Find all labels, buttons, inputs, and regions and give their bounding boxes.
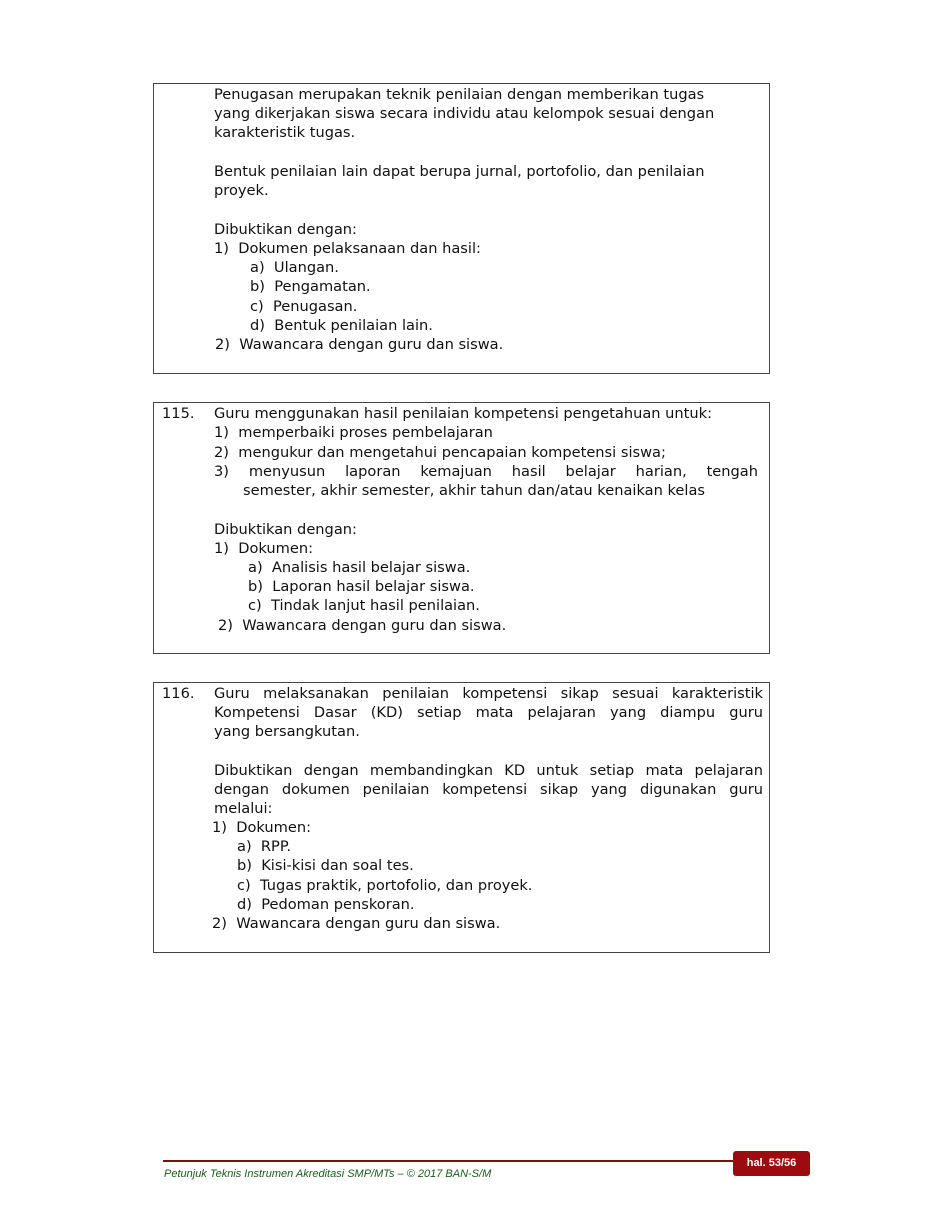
evidence-paragraph: melalui: [214,800,273,817]
list-item: 3) menyusun laporan kemajuan hasil belajar harian, tengah [214,463,758,480]
paragraph-line: karakteristik tugas. [214,124,356,141]
list-item: 1) Dokumen: [212,819,312,836]
paragraph-line: yang dikerjakan siswa secara individu atau kelompok sesuai dengan [214,105,715,122]
footer-caption: Petunjuk Teknis Instrumen Akreditasi SMP/MTs – © 2017 BAN-S/M [164,1168,492,1180]
evidence-paragraph: Dibuktikan dengan membandingkan KD untuk setiap mata pelajaran [214,762,763,779]
item-statement: yang bersangkutan. [214,723,360,740]
list-item: 1) memperbaiki proses pembelajaran [214,424,493,441]
paragraph-line: Bentuk penilaian lain dapat berupa jurnal, portofolio, dan penilaian [214,163,705,180]
list-item: 2) Wawancara dengan guru dan siswa. [215,336,504,353]
sub-list-item: a) Analisis hasil belajar siswa. [248,559,471,576]
item-number: 116. [162,685,195,702]
item-statement: Guru menggunakan hasil penilaian kompetensi pengetahuan untuk: [214,405,712,422]
item-statement: Kompetensi Dasar (KD) setiap mata pelajaran yang diampu guru [214,704,763,721]
list-item: 2) Wawancara dengan guru dan siswa. [212,915,501,932]
criteria-box-continued [153,83,770,374]
criteria-box-116 [153,682,770,953]
list-item: 2) mengukur dan mengetahui pencapaian kompetensi siswa; [214,444,666,461]
page-number-badge: hal. 53/56 [733,1151,810,1176]
paragraph-line: proyek. [214,182,269,199]
item-number: 115. [162,405,195,422]
criteria-box-115 [153,402,770,654]
sub-list-item: a) RPP. [237,838,292,855]
paragraph-line: Penugasan merupakan teknik penilaian dengan memberikan tugas [214,86,705,103]
evidence-heading: Dibuktikan dengan: [214,521,357,538]
list-item-continuation: semester, akhir semester, akhir tahun dan/atau kenaikan kelas [243,482,706,499]
evidence-heading: Dibuktikan dengan: [214,221,357,238]
sub-list-item: c) Tindak lanjut hasil penilaian. [248,597,480,614]
sub-list-item: d) Bentuk penilaian lain. [250,317,433,334]
item-statement: Guru melaksanakan penilaian kompetensi sikap sesuai karakteristik [214,685,763,702]
evidence-paragraph: dengan dokumen penilaian kompetensi sikap yang digunakan guru [214,781,763,798]
sub-list-item: b) Kisi-kisi dan soal tes. [237,857,414,874]
list-item: 2) Wawancara dengan guru dan siswa. [218,617,507,634]
sub-list-item: d) Pedoman penskoran. [237,896,415,913]
list-item: 1) Dokumen: [214,540,314,557]
sub-list-item: c) Penugasan. [250,298,358,315]
footer-divider [163,1160,733,1162]
sub-list-item: a) Ulangan. [250,259,339,276]
list-item: 1) Dokumen pelaksanaan dan hasil: [214,240,481,257]
sub-list-item: b) Laporan hasil belajar siswa. [248,578,475,595]
sub-list-item: b) Pengamatan. [250,278,371,295]
sub-list-item: c) Tugas praktik, portofolio, dan proyek. [237,877,533,894]
